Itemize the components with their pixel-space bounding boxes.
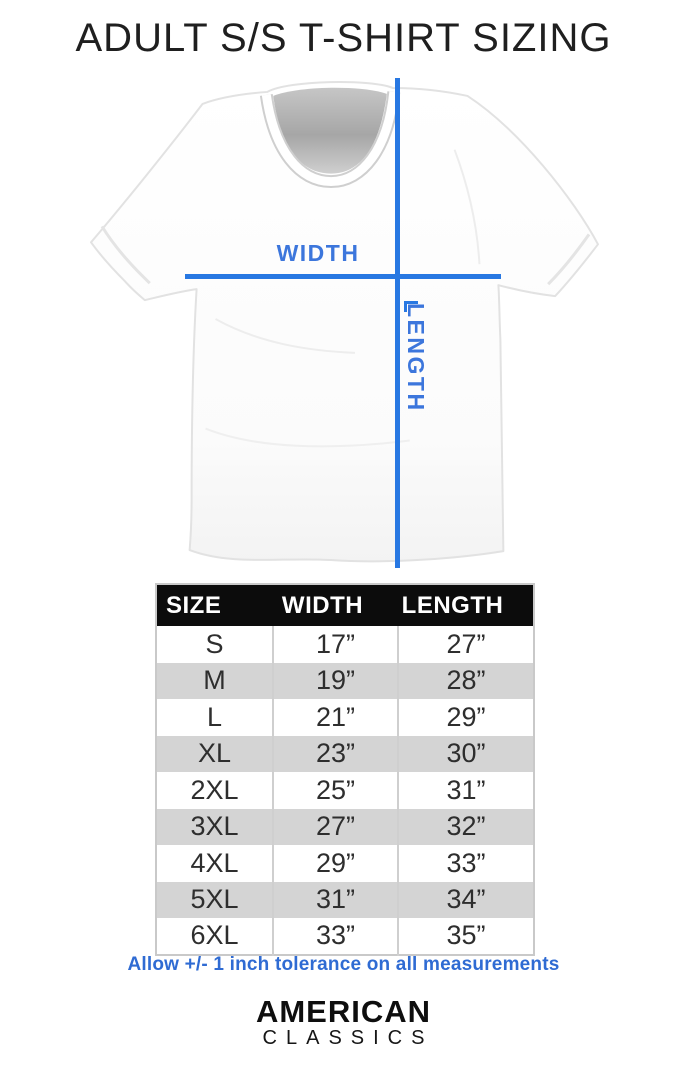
table-row bbox=[156, 772, 534, 809]
column-header-size: SIZE bbox=[156, 584, 273, 626]
cell-width: 29” bbox=[273, 845, 398, 882]
cell-width: 19” bbox=[273, 663, 398, 700]
table-row bbox=[156, 663, 534, 700]
cell-size: 4XL bbox=[156, 845, 273, 882]
cell-size: 5XL bbox=[156, 882, 273, 919]
cell-length: 29” bbox=[446, 701, 486, 732]
page-title: ADULT S/S T-SHIRT SIZING bbox=[75, 16, 612, 60]
cell-size: M bbox=[156, 663, 273, 700]
table-row bbox=[156, 736, 534, 773]
cell-size: XL bbox=[156, 736, 273, 773]
cell-size: S bbox=[156, 626, 273, 663]
table-row bbox=[156, 918, 534, 955]
length-label: LENGTH bbox=[403, 303, 429, 413]
cell-width: 27” bbox=[273, 809, 398, 846]
size-table bbox=[155, 583, 533, 956]
brand-name-american: AMERICAN bbox=[255, 994, 432, 1029]
table-row bbox=[156, 626, 534, 663]
cell-size: 2XL bbox=[156, 772, 273, 809]
tshirt-illustration bbox=[80, 75, 610, 573]
table-row bbox=[156, 809, 534, 846]
table-row bbox=[156, 699, 534, 736]
tolerance-note: Allow +/- 1 inch tolerance on all measurements bbox=[127, 954, 560, 975]
cell-length: 34” bbox=[398, 882, 534, 919]
brand-name-classics: CLASSICS bbox=[262, 1026, 434, 1049]
cell-length: 32” bbox=[398, 809, 534, 846]
width-measure-line bbox=[185, 274, 501, 279]
cell-size: 3XL bbox=[156, 809, 273, 846]
cell-length: 30” bbox=[398, 736, 534, 773]
cell-length: 31” bbox=[446, 774, 486, 805]
cell-length: 33” bbox=[446, 847, 486, 878]
width-label: WIDTH bbox=[276, 240, 360, 266]
column-header-length: LENGTH bbox=[398, 584, 534, 626]
cell-size: L bbox=[156, 699, 273, 736]
brand-logo bbox=[0, 996, 687, 1050]
cell-width: 23” bbox=[273, 736, 398, 773]
table-row bbox=[156, 882, 534, 919]
cell-width: 17” bbox=[273, 626, 398, 663]
cell-size: 6XL bbox=[156, 918, 273, 955]
cell-width: 25” bbox=[273, 772, 398, 809]
length-measure-line bbox=[395, 78, 400, 568]
column-header-width: WIDTH bbox=[273, 584, 398, 626]
cell-width: 33” bbox=[273, 918, 398, 955]
table-header-row bbox=[156, 584, 534, 626]
cell-length: 35” bbox=[446, 920, 486, 951]
cell-length: 27” bbox=[446, 628, 486, 659]
table-row bbox=[156, 845, 534, 882]
cell-width: 31” bbox=[273, 882, 398, 919]
cell-width: 21” bbox=[273, 699, 398, 736]
cell-length: 28” bbox=[398, 663, 534, 700]
